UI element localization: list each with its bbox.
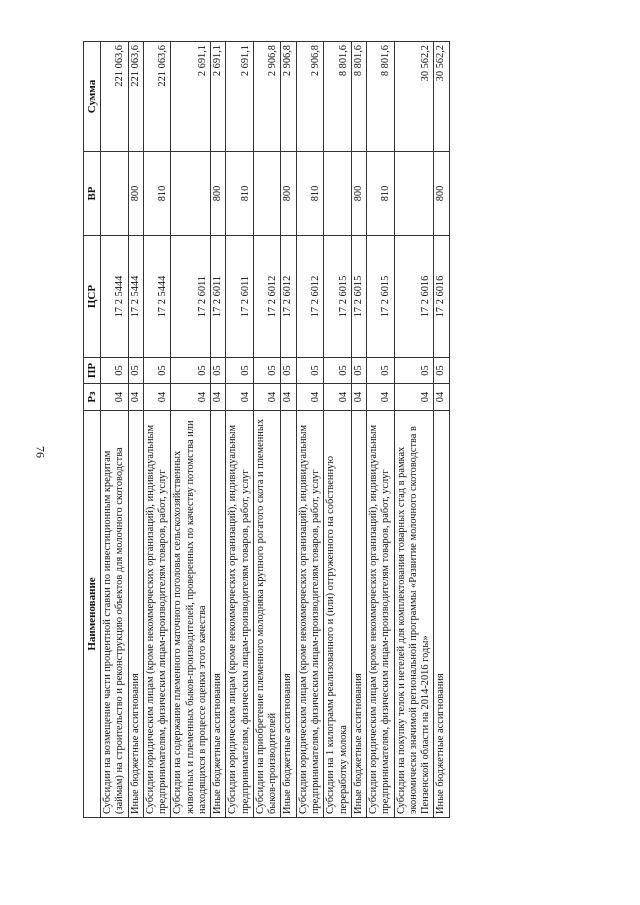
row-rz: 04 bbox=[211, 384, 226, 411]
table-row bbox=[101, 42, 129, 818]
row-pr: 05 bbox=[296, 358, 324, 384]
row-pr: 05 bbox=[281, 358, 296, 384]
row-name: Субсидии на приобретение племенного молодняка крупного рогатого скота и племенных быков-производителей bbox=[253, 411, 281, 818]
row-csr: 17 2 6015 bbox=[351, 236, 366, 358]
row-rz: 04 bbox=[171, 384, 211, 411]
row-pr: 05 bbox=[226, 358, 254, 384]
table-row bbox=[351, 42, 366, 818]
row-rz: 04 bbox=[434, 384, 449, 411]
row-rz: 04 bbox=[351, 384, 366, 411]
row-name: Иные бюджетные ассигнования bbox=[128, 411, 143, 818]
table-row bbox=[253, 42, 281, 818]
table-row bbox=[128, 42, 143, 818]
row-vr bbox=[253, 152, 281, 236]
row-rz: 04 bbox=[394, 384, 434, 411]
row-name: Иные бюджетные ассигнования bbox=[434, 411, 449, 818]
row-vr bbox=[101, 152, 129, 236]
table-row bbox=[367, 42, 395, 818]
row-sum: 8 801,6 bbox=[351, 42, 366, 152]
table-row bbox=[434, 42, 449, 818]
row-sum: 2 906,8 bbox=[296, 42, 324, 152]
row-pr: 05 bbox=[143, 358, 171, 384]
row-sum: 2 691,1 bbox=[171, 42, 211, 152]
row-vr bbox=[394, 152, 434, 236]
row-rz: 04 bbox=[101, 384, 129, 411]
row-rz: 04 bbox=[143, 384, 171, 411]
row-rz: 04 bbox=[128, 384, 143, 411]
budget-table bbox=[83, 41, 450, 818]
row-rz: 04 bbox=[367, 384, 395, 411]
row-name: Иные бюджетные ассигнования bbox=[351, 411, 366, 818]
row-sum: 2 906,8 bbox=[253, 42, 281, 152]
row-pr: 05 bbox=[324, 358, 352, 384]
row-name: Иные бюджетные ассигнования bbox=[211, 411, 226, 818]
row-sum: 2 906,8 bbox=[281, 42, 296, 152]
row-pr: 05 bbox=[253, 358, 281, 384]
row-pr: 05 bbox=[128, 358, 143, 384]
row-vr: 800 bbox=[351, 152, 366, 236]
row-rz: 04 bbox=[281, 384, 296, 411]
row-vr: 810 bbox=[367, 152, 395, 236]
table-row bbox=[143, 42, 171, 818]
row-pr: 05 bbox=[171, 358, 211, 384]
row-sum: 221 063,6 bbox=[101, 42, 129, 152]
header-sum: Сумма bbox=[84, 42, 101, 152]
row-name: Субсидии на возмещение части процентной ставки по инвестиционным кредитам (займам) на строительство и реконструкцию объектов для молочного скотоводства bbox=[101, 411, 129, 818]
row-rz: 04 bbox=[296, 384, 324, 411]
row-csr: 17 2 6012 bbox=[253, 236, 281, 358]
table-row bbox=[281, 42, 296, 818]
header-name: Наименование bbox=[84, 411, 101, 818]
header-vr: ВР bbox=[84, 152, 101, 236]
row-pr: 05 bbox=[211, 358, 226, 384]
row-name: Субсидии юридическим лицам (кроме некоммерческих организаций), индивидуальным предпринимателям, физическим лицам-производителям товаров, работ, услуг bbox=[367, 411, 395, 818]
row-sum: 2 691,1 bbox=[211, 42, 226, 152]
row-csr: 17 2 6011 bbox=[226, 236, 254, 358]
table-row bbox=[296, 42, 324, 818]
row-pr: 05 bbox=[351, 358, 366, 384]
row-vr: 800 bbox=[434, 152, 449, 236]
row-csr: 17 2 6012 bbox=[296, 236, 324, 358]
row-name: Субсидии юридическим лицам (кроме некоммерческих организаций), индивидуальным предпринимателям, физическим лицам-производителям товаров, работ, услуг bbox=[226, 411, 254, 818]
row-pr: 05 bbox=[101, 358, 129, 384]
row-rz: 04 bbox=[226, 384, 254, 411]
row-rz: 04 bbox=[253, 384, 281, 411]
row-sum: 8 801,6 bbox=[367, 42, 395, 152]
row-csr: 17 2 6015 bbox=[367, 236, 395, 358]
row-sum: 30 562,2 bbox=[394, 42, 434, 152]
row-vr: 810 bbox=[296, 152, 324, 236]
row-pr: 05 bbox=[434, 358, 449, 384]
row-csr: 17 2 6012 bbox=[281, 236, 296, 358]
row-name: Субсидии юридическим лицам (кроме некоммерческих организаций), индивидуальным предпринимателям, физическим лицам-производителям товаров, работ, услуг bbox=[143, 411, 171, 818]
row-name: Субсидии на 1 килограмм реализованного и (или) отгруженного на собственную переработку молока bbox=[324, 411, 352, 818]
row-csr: 17 2 6011 bbox=[211, 236, 226, 358]
table-row bbox=[394, 42, 434, 818]
row-sum: 221 063,6 bbox=[128, 42, 143, 152]
row-name: Субсидии на содержание племенного маточного поголовья сельскохозяйственных животных и племенных быков-производителей, проверенных по качеству потомства или находящихся в процессе оценки этого качества bbox=[171, 411, 211, 818]
row-rz: 04 bbox=[324, 384, 352, 411]
row-vr: 810 bbox=[226, 152, 254, 236]
row-name: Субсидии юридическим лицам (кроме некоммерческих организаций), индивидуальным предпринимателям, физическим лицам-производителям товаров, работ, услуг bbox=[296, 411, 324, 818]
row-csr: 17 2 6016 bbox=[434, 236, 449, 358]
header-pr: ПР bbox=[84, 358, 101, 384]
table-row bbox=[211, 42, 226, 818]
row-csr: 17 2 5444 bbox=[101, 236, 129, 358]
row-vr: 800 bbox=[128, 152, 143, 236]
table-row bbox=[171, 42, 211, 818]
row-csr: 17 2 6011 bbox=[171, 236, 211, 358]
row-name: Субсидии на покупку телок и нетелей для комплектования товарных стад в рамках экономически значимой региональной программы «Развитие молочного скотоводства в Пензенской области на 2014-2016 годы» bbox=[394, 411, 434, 818]
row-name: Иные бюджетные ассигнования bbox=[281, 411, 296, 818]
row-sum: 221 063,6 bbox=[143, 42, 171, 152]
table-header-row bbox=[84, 42, 101, 818]
row-sum: 30 562,2 bbox=[434, 42, 449, 152]
row-csr: 17 2 5444 bbox=[128, 236, 143, 358]
row-csr: 17 2 5444 bbox=[143, 236, 171, 358]
page-number: 76 bbox=[33, 446, 48, 458]
row-vr bbox=[171, 152, 211, 236]
table-row bbox=[226, 42, 254, 818]
row-csr: 17 2 6016 bbox=[394, 236, 434, 358]
header-csr: ЦСР bbox=[84, 236, 101, 358]
row-sum: 2 691,1 bbox=[226, 42, 254, 152]
row-vr bbox=[324, 152, 352, 236]
header-rz: Рз bbox=[84, 384, 101, 411]
row-sum: 8 801,6 bbox=[324, 42, 352, 152]
row-vr: 800 bbox=[211, 152, 226, 236]
row-vr: 810 bbox=[143, 152, 171, 236]
row-pr: 05 bbox=[394, 358, 434, 384]
row-vr: 800 bbox=[281, 152, 296, 236]
table-row bbox=[324, 42, 352, 818]
rotated-table-container bbox=[83, 42, 538, 818]
row-csr: 17 2 6015 bbox=[324, 236, 352, 358]
row-pr: 05 bbox=[367, 358, 395, 384]
